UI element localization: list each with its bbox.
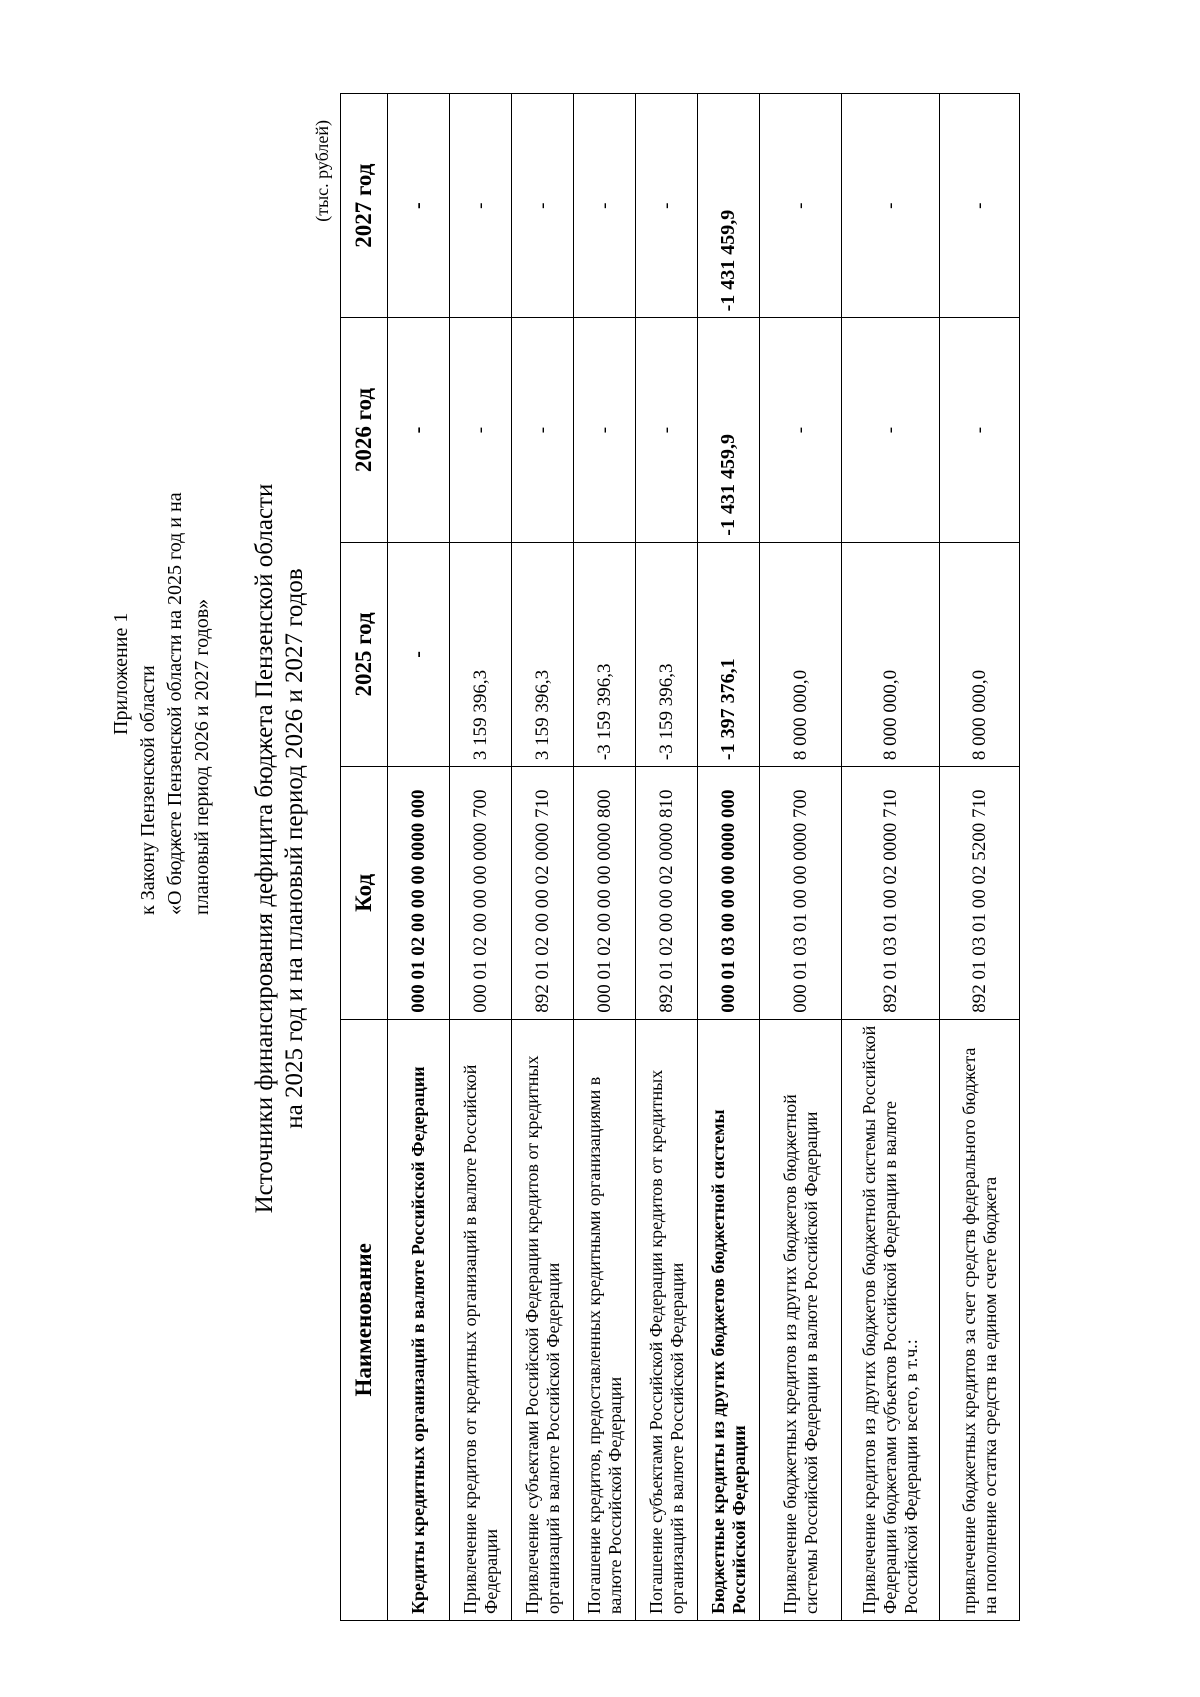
row-value-2026: - xyxy=(940,318,1020,542)
row-code-cell: 000 01 03 00 00 00 0000 000 xyxy=(698,767,760,1020)
row-value-2025: -3 159 396,3 xyxy=(636,542,698,766)
row-value-2027: - xyxy=(842,94,940,318)
table-row xyxy=(512,94,574,1621)
row-value-2026: - xyxy=(842,318,940,542)
row-value-2026: - xyxy=(574,318,636,542)
table-row xyxy=(388,94,450,1621)
row-name-cell: Привлечение кредитов из других бюджетов бюджетной системы Российской Федерации бюджетами субъектов Российской Федерации в валюте Российской Федерации всего, в т.ч.: xyxy=(842,1019,940,1620)
row-name-cell: Погашение кредитов, предоставленных кредитными организациями в валюте Российской Федерации xyxy=(574,1019,636,1620)
row-value-2027: - xyxy=(636,94,698,318)
appendix-line: Приложение 1 xyxy=(110,612,132,735)
row-code-cell: 000 01 02 00 00 00 0000 800 xyxy=(574,767,636,1020)
row-name-cell: привлечение бюджетных кредитов за счет средств федерального бюджета на пополнение остатка средств на едином счете бюджета xyxy=(940,1019,1020,1620)
row-value-2025: 3 159 396,3 xyxy=(512,542,574,766)
row-value-2027: - xyxy=(388,94,450,318)
row-code-cell: 000 01 02 00 00 00 0000 700 xyxy=(450,767,512,1020)
row-value-2027: -1 431 459,9 xyxy=(698,94,760,318)
table-header-row xyxy=(341,94,388,1621)
title-line-1: Источники финансирования дефицита бюджета Пензенской области xyxy=(251,483,278,1214)
table-body xyxy=(388,94,1020,1621)
row-value-2025: -1 397 376,1 xyxy=(698,542,760,766)
row-value-2026: -1 431 459,9 xyxy=(698,318,760,542)
row-value-2027: - xyxy=(940,94,1020,318)
row-value-2025: -3 159 396,3 xyxy=(574,542,636,766)
row-name-cell: Привлечение субъектами Российской Федерации кредитов от кредитных организаций в валюте Российской Федерации xyxy=(512,1019,574,1620)
table-row xyxy=(842,94,940,1621)
row-value-2027: - xyxy=(760,94,842,318)
row-name-cell: Привлечение бюджетных кредитов из других бюджетов бюджетной системы Российской Федерации в валюте Российской Федерации xyxy=(760,1019,842,1620)
row-name-cell: Кредиты кредитных организаций в валюте Российской Федерации xyxy=(388,1019,450,1620)
row-value-2027: - xyxy=(574,94,636,318)
header-2026: 2026 год xyxy=(341,318,388,542)
appendix-line: к Закону Пензенской области xyxy=(137,665,159,915)
title-line-2: на 2025 год и на плановый период 2026 и 2027 годов xyxy=(281,568,308,1129)
document-title xyxy=(250,100,310,1597)
row-value-2027: - xyxy=(450,94,512,318)
table-row xyxy=(450,94,512,1621)
appendix-line: «О бюджете Пензенской области на 2025 год и на xyxy=(164,492,186,915)
row-value-2025: 8 000 000,0 xyxy=(760,542,842,766)
table-row xyxy=(760,94,842,1621)
row-code-cell: 892 01 02 00 00 02 0000 710 xyxy=(512,767,574,1020)
row-value-2026: - xyxy=(388,318,450,542)
header-2025: 2025 год xyxy=(341,542,388,766)
row-value-2027: - xyxy=(512,94,574,318)
header-2027: 2027 год xyxy=(341,94,388,318)
row-name-cell: Привлечение кредитов от кредитных организаций в валюте Российской Федерации xyxy=(450,1019,512,1620)
header-code: Код xyxy=(341,767,388,1020)
row-value-2026: - xyxy=(636,318,698,542)
table-row xyxy=(636,94,698,1621)
row-value-2025: - xyxy=(388,542,450,766)
appendix-line: плановый период 2026 и 2027 годов» xyxy=(191,598,213,915)
row-code-cell: 892 01 03 01 00 02 5200 710 xyxy=(940,767,1020,1020)
row-code-cell: 892 01 02 00 00 02 0000 810 xyxy=(636,767,698,1020)
row-value-2026: - xyxy=(450,318,512,542)
row-value-2025: 8 000 000,0 xyxy=(842,542,940,766)
financing-sources-table xyxy=(340,93,1020,1621)
row-name-cell: Бюджетные кредиты из других бюджетов бюджетной системы Российской Федерации xyxy=(698,1019,760,1620)
table-row xyxy=(574,94,636,1621)
row-value-2025: 3 159 396,3 xyxy=(450,542,512,766)
table-row xyxy=(698,94,760,1621)
unit-label: (тыс. рублей) xyxy=(312,120,332,222)
row-name-cell: Погашение субъектами Российской Федерации кредитов от кредитных организаций в валюте Российской Федерации xyxy=(636,1019,698,1620)
appendix-header xyxy=(108,355,216,915)
header-name: Наименование xyxy=(341,1019,388,1620)
table-row xyxy=(940,94,1020,1621)
row-code-cell: 000 01 02 00 00 00 0000 000 xyxy=(388,767,450,1020)
row-value-2026: - xyxy=(512,318,574,542)
row-code-cell: 000 01 03 01 00 00 0000 700 xyxy=(760,767,842,1020)
row-value-2025: 8 000 000,0 xyxy=(940,542,1020,766)
row-value-2026: - xyxy=(760,318,842,542)
row-code-cell: 892 01 03 01 00 02 0000 710 xyxy=(842,767,940,1020)
